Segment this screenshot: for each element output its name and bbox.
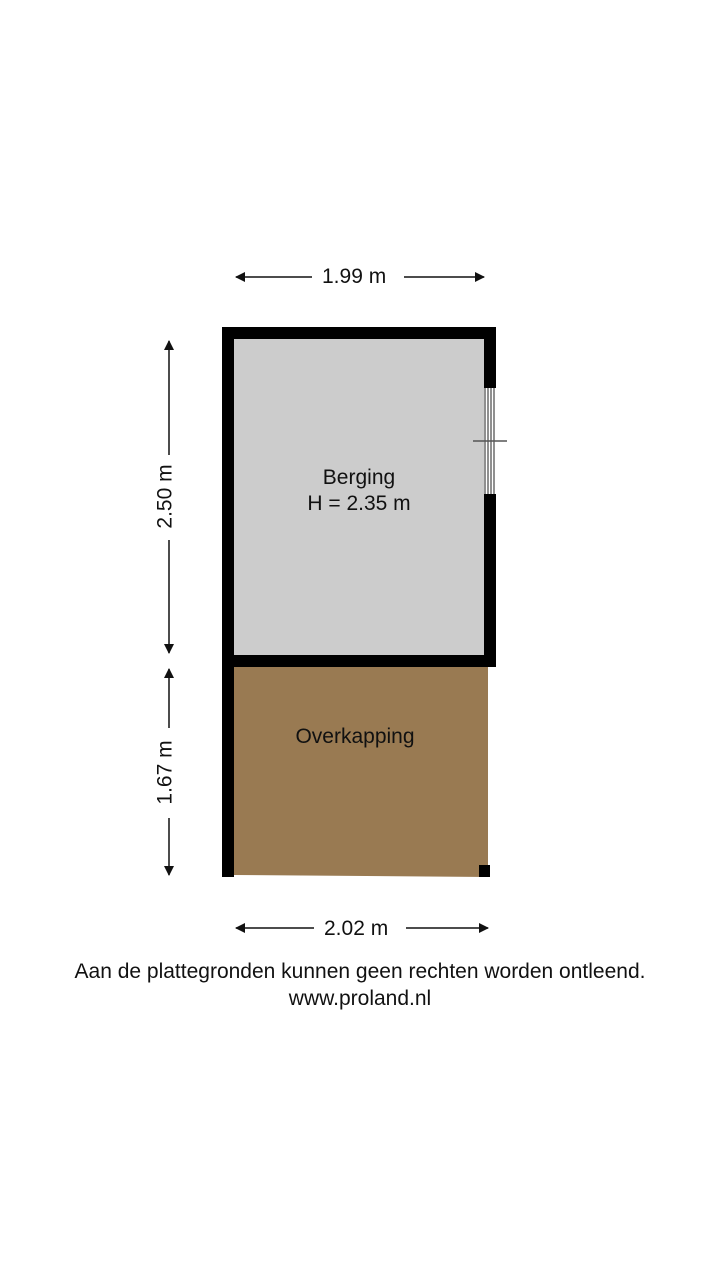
disclaimer-text: Aan de plattegronden kunnen geen rechten worden ontleend.: [74, 960, 646, 983]
dimension-left-upper-label: 2.50 m: [155, 458, 176, 534]
dimension-left-lower-label: 1.67 m: [155, 734, 176, 810]
dimension-top-label: 1.99 m: [316, 266, 392, 287]
room-overkapping-area: [234, 667, 488, 877]
room-berging-label: [234, 465, 484, 518]
room-overkapping-label: [222, 724, 488, 750]
room-berging-height: H = 2.35 m: [307, 492, 411, 516]
room-berging-name: Berging: [322, 466, 396, 489]
website-link[interactable]: www.proland.nl: [288, 987, 432, 1011]
footer-disclaimer: [0, 958, 720, 1013]
dimension-bottom-label: 2.02 m: [318, 918, 394, 939]
room-overkapping-name: Overkapping: [295, 725, 415, 748]
